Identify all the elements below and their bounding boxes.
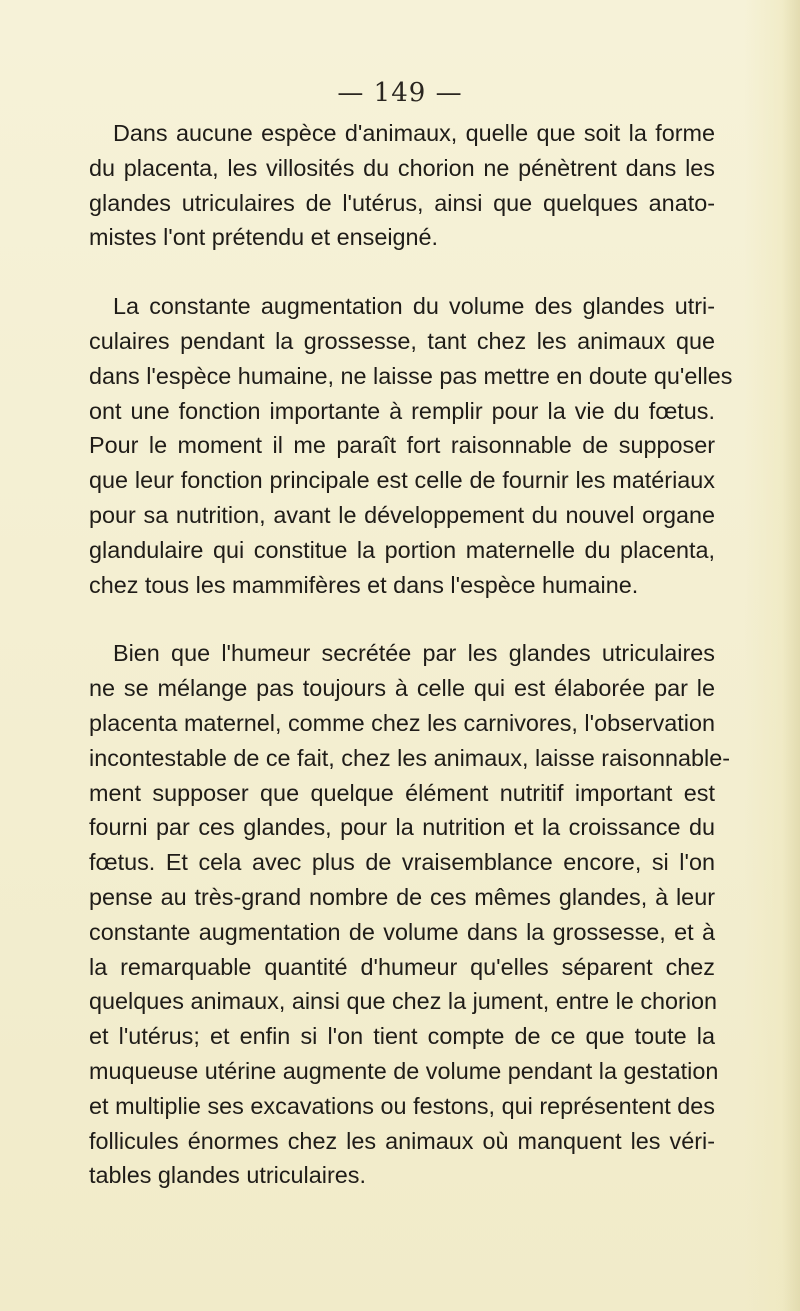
text-line: Bien que l'humeur secrétée par les glandes utriculaires bbox=[113, 640, 715, 667]
text-line: Pour le moment il me paraît fort raisonnable de supposer bbox=[89, 432, 715, 459]
text-line: tables glandes utriculaires. bbox=[89, 1162, 366, 1189]
paragraph-gap bbox=[89, 255, 715, 289]
text-line: du placenta, les villosités du chorion ne pénètrent dans les bbox=[89, 154, 715, 181]
paragraph-3 bbox=[89, 636, 731, 1193]
text-line: quelques animaux, ainsi que chez la jument, entre le chorion bbox=[89, 988, 718, 1015]
text-line: mistes l'ont prétendu et enseigné. bbox=[89, 224, 439, 251]
page-number: — 149 — bbox=[337, 78, 463, 108]
text-line: dans l'espèce humaine, ne laisse pas mettre en doute qu'elles bbox=[89, 362, 733, 389]
text-line: constante augmentation de volume dans la grossesse, et à bbox=[89, 918, 715, 945]
text-line: la remarquable quantité d'humeur qu'elles séparent chez bbox=[89, 953, 715, 980]
text-line: incontestable de ce fait, chez les animaux, laisse raisonnable- bbox=[89, 744, 731, 771]
text-line: fœtus. Et cela avec plus de vraisemblance encore, si l'on bbox=[89, 849, 715, 876]
paragraph-1 bbox=[89, 116, 715, 255]
text-line: et multiplie ses excavations ou festons, qui représentent des bbox=[89, 1092, 715, 1119]
text-line: ont une fonction importante à remplir pour la vie du fœtus. bbox=[89, 397, 715, 424]
text-line: glandes utriculaires de l'utérus, ainsi que quelques anato- bbox=[89, 189, 715, 216]
text-line: que leur fonction principale est celle de fournir les matériaux bbox=[89, 467, 715, 494]
text-line: ment supposer que quelque élément nutritif important est bbox=[89, 779, 715, 806]
text-line: pour sa nutrition, avant le développement du nouvel organe bbox=[89, 501, 715, 528]
text-line: fourni par ces glandes, pour la nutrition et la croissance du bbox=[89, 814, 715, 841]
text-line: chez tous les mammifères et dans l'espèce humaine. bbox=[89, 571, 639, 598]
text-line: follicules énormes chez les animaux où manquent les véri- bbox=[89, 1127, 715, 1154]
paragraph-2 bbox=[89, 289, 733, 602]
page-edge-shadow bbox=[782, 0, 800, 1311]
text-line: placenta maternel, comme chez les carnivores, l'observation bbox=[89, 709, 715, 736]
text-line: pense au très-grand nombre de ces mêmes glandes, à leur bbox=[89, 883, 715, 910]
text-line: ne se mélange pas toujours à celle qui est élaborée par le bbox=[89, 675, 715, 702]
text-line: Dans aucune espèce d'animaux, quelle que soit la forme bbox=[113, 120, 715, 146]
text-line: culaires pendant la grossesse, tant chez les animaux que bbox=[89, 327, 715, 354]
text-line: et l'utérus; et enfin si l'on tient compte de ce que toute la bbox=[89, 1023, 715, 1050]
paragraph-gap bbox=[89, 602, 715, 636]
text-line: muqueuse utérine augmente de volume pendant la gestation bbox=[89, 1057, 719, 1084]
body-text bbox=[89, 116, 733, 1193]
text-line: glandulaire qui constitue la portion maternelle du placenta, bbox=[89, 536, 715, 563]
text-line: La constante augmentation du volume des glandes utri- bbox=[113, 293, 715, 320]
